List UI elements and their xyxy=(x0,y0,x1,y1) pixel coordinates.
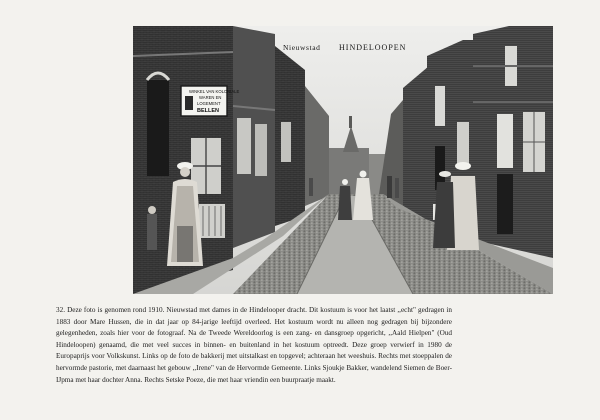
sign-line-3: LOGEMENT xyxy=(197,101,221,106)
photo-title-place: HINDELOOPEN xyxy=(339,43,407,52)
sign-line-1: WINKEL VAN KOLONIALE xyxy=(189,89,240,94)
photo-caption: 32. Deze foto is genomen rond 1910. Nieuwstad met dames in de Hindelooper dracht. Dit kostuum is voor het laatst ,,echt" gedragen in 1883 door Mare Hussen, die in dat jaar op 84-jarige leeftijd overleed. Het kostuum wordt nu alleen nog gedragen bij bijzondere gelegenheden, zoals hier voor de fotograaf. Na de Tweede Wereldoorlog is een zang- en dansgroep opgericht, ,,Aald Hielpen" (Oud Hindeloopen) genaamd, die met veel succes in binnen- en buitenland in het kostuum optreedt. Deze groep verwierf in 1980 de Europaprijs voor Volkskunst. Links op de foto de bakkerij met uitstalkast en topgevel; achteraan het weeshuis. Rechts met stoeppalen de hervormde pastorie, met daarnaast het gebouw ,,Irene" van de Hervormde Gemeente. Links Sjoukje Bakker, wandelend Siemen de Boer-IJpma met haar dochter Anna. Rechts Setske Poeze, die met haar vriendin een buurpraatje maakt. xyxy=(56,306,452,384)
historic-street-photo xyxy=(133,26,553,294)
sign-line-4: BELLEN xyxy=(197,108,219,114)
sign-line-2: WAREN EN xyxy=(199,95,222,100)
photo-title-street: Nieuwstad xyxy=(283,43,321,52)
